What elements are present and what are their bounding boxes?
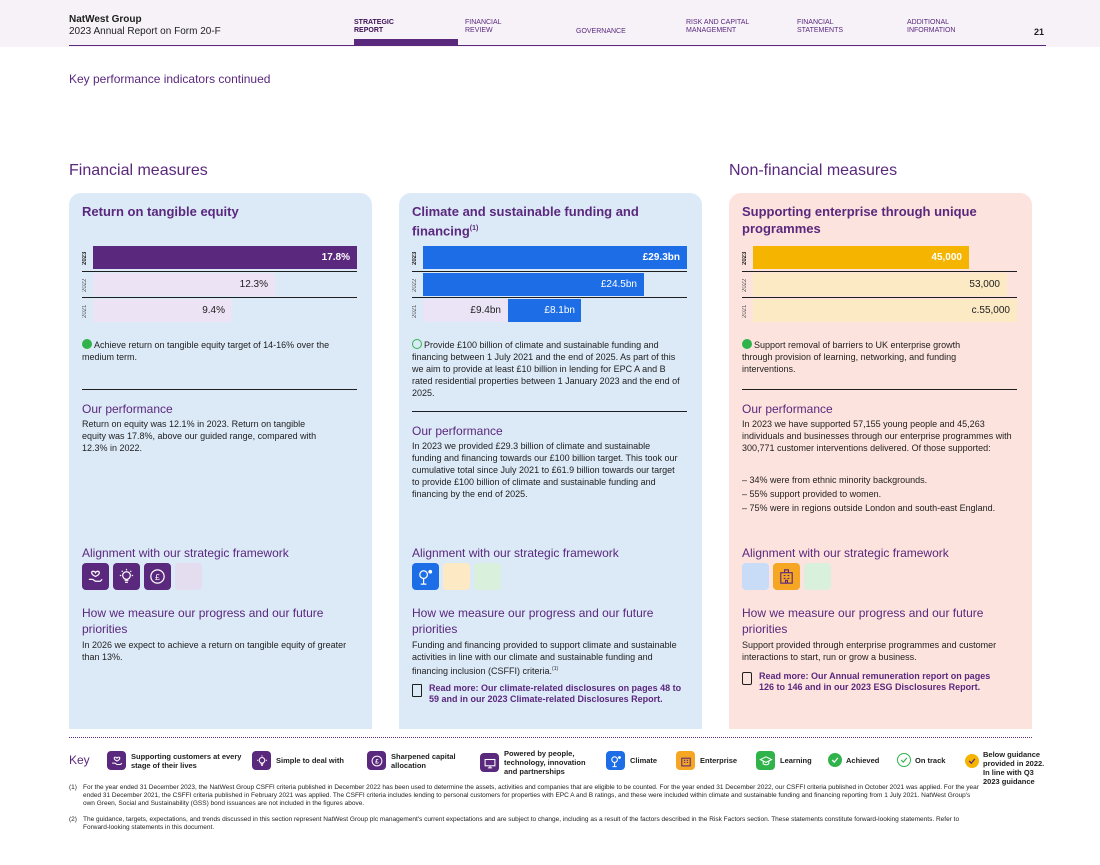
- target-statement: Provide £100 billion of climate and sustainable funding and financing between 1 July 2021 and the end of 2025. As part of this we aim to provide at least £10 billion in lending for EPC A and B rated residential properties between 1 January 2023 and the end of 2025.: [412, 340, 680, 398]
- key-item-learning: Learning: [756, 751, 826, 770]
- year-label: 2021: [82, 304, 88, 318]
- below-guidance-icon: [965, 754, 979, 768]
- list-item: – 34% were from ethnic minority backgrounds.: [742, 473, 1022, 487]
- progress-text: In 2026 we expect to achieve a return on tangible equity of greater than 13%.: [82, 640, 347, 662]
- year-label: 2022: [742, 278, 748, 292]
- document-icon: [412, 684, 422, 697]
- heart-hand-icon: [107, 751, 126, 770]
- divider: [412, 411, 687, 412]
- footnote-2: (2) The guidance, targets, expectations, and trends discussed in this section represent NatWest Group plc management's current expectations and are subject to change, including as a result of the factors described in the Risk Factors section. These statements constitute forward-looking statements. Refer to Forward-looking statements in this document.: [69, 816, 960, 831]
- key-item-people-tech: Powered by people, technology, innovation and partnerships: [480, 749, 600, 776]
- footnote-1: (1) For the year ended 31 December 2023, the NatWest Group CSFFI criteria published in December 2022 has been used to determine the assets, activities and companies that are eligible to be counted. For the year ended 31 December 2022, our CSFFI criteria published in October 2021 was applied. For the year ended 31 December 2021, the CSFFI criteria published in February 2021 was applied. The CSFFI criteria includes lending to personal customers for properties with EPC A and B ratings, and these were included within climate and sustainable funding and financing reporting from 1 July 2021. NatWest Group's own Green, Social and Sustainability (GSS) bond issuances are not included in the figures above.: [69, 784, 979, 807]
- page-header: [0, 0, 1100, 47]
- performance-text: In 2023 we have supported 57,155 young people and 45,263 individuals and businesses through our enterprise programmes with 300,771 customer interventions delivered. Of those supported:: [742, 419, 1012, 453]
- capital-icon: [144, 563, 171, 590]
- bar-2023: £29.3bn: [423, 246, 687, 269]
- report-subtitle: 2023 Annual Report on Form 20-F: [69, 26, 221, 37]
- enterprise-icon: [676, 751, 695, 770]
- alignment-heading: Alignment with our strategic framework: [742, 546, 949, 560]
- year-label: 2021: [742, 304, 748, 318]
- panel-climate-funding: [399, 193, 702, 729]
- year-label: 2023: [82, 251, 88, 265]
- year-label: 2021: [412, 304, 418, 318]
- panel-title: Supporting enterprise through unique programmes: [742, 204, 977, 236]
- brand-block: [69, 14, 221, 38]
- nav-financial-statements[interactable]: FINANCIAL STATEMENTS: [797, 19, 844, 34]
- panel-rote: [69, 193, 372, 729]
- performance-bullets: [742, 473, 1022, 515]
- bar-chart-climate: [412, 245, 687, 323]
- list-item: – 55% support provided to women.: [742, 487, 1022, 501]
- kpi-continued-label: Key performance indicators continued: [69, 72, 271, 86]
- key-item-climate: Climate: [606, 751, 672, 770]
- progress-text: Funding and financing provided to support climate and sustainable activities in line with our climate and sustainable funding and financing inclusion (CSFFI) criteria.$^{(1)}$: [412, 640, 677, 676]
- target-statement: Achieve return on tangible equity target of 14-16% over the medium term.: [82, 340, 330, 362]
- panel-title: Climate and sustainable funding and financing$^{(1)}$: [412, 204, 639, 239]
- progress-heading: How we measure our progress and our future priorities: [742, 606, 984, 636]
- learning-icon: [756, 751, 775, 770]
- nav-financial-review[interactable]: FINANCIAL REVIEW: [465, 19, 502, 34]
- bar-2021: 9.4%: [93, 299, 232, 322]
- bar-2023: 17.8%: [93, 246, 357, 269]
- heart-hand-icon: [82, 563, 109, 590]
- enterprise-icon: [773, 563, 800, 590]
- bar-2021: c.55,000: [753, 299, 1017, 322]
- read-more-link[interactable]: Read more: Our climate-related disclosures on pages 48 to 59 and in our 2023 Climate-related Disclosures Report.: [412, 683, 692, 705]
- progress-heading: How we measure our progress and our future priorities: [82, 606, 324, 636]
- bar-2022: £24.5bn: [423, 273, 644, 296]
- nav-additional-information[interactable]: ADDITIONAL INFORMATION: [907, 19, 956, 34]
- bar-chart-enterprise: [742, 245, 1017, 323]
- alignment-heading: Alignment with our strategic framework: [82, 546, 289, 560]
- performance-text: Return on equity was 12.1% in 2023. Return on tangible equity was 17.8%, above our guided range, compared with 12.3% in 2022.: [82, 419, 317, 453]
- divider: [82, 389, 357, 390]
- divider: [742, 389, 1017, 390]
- nav-risk-capital[interactable]: RISK AND CAPITAL MANAGEMENT: [686, 19, 750, 34]
- climate-icon: [412, 563, 439, 590]
- panel-title: Return on tangible equity: [82, 204, 239, 219]
- performance-heading: Our performance: [82, 402, 173, 416]
- learning-icon-inactive: [804, 563, 831, 590]
- year-label: 2022: [82, 278, 88, 292]
- bar-chart-rote: [82, 245, 357, 323]
- capital-icon: [367, 751, 386, 770]
- alignment-heading: Alignment with our strategic framework: [412, 546, 619, 560]
- bar-2023: 45,000: [753, 246, 969, 269]
- header-divider: [69, 45, 1046, 46]
- year-label: 2023: [412, 251, 418, 265]
- financial-measures-title: Financial measures: [69, 162, 208, 179]
- nav-strategic-report[interactable]: STRATEGIC REPORT: [354, 19, 394, 34]
- on-track-icon: [897, 753, 911, 767]
- performance-heading: Our performance: [412, 424, 503, 438]
- framework-icons: [742, 563, 831, 590]
- key-item-on-track: On track: [897, 753, 963, 767]
- key-item-simple: Simple to deal with: [252, 751, 362, 770]
- achieved-icon: [82, 339, 92, 349]
- year-label: 2022: [412, 278, 418, 292]
- climate-icon-inactive: [742, 563, 769, 590]
- bar-2022: 12.3%: [93, 273, 275, 296]
- performance-heading: Our performance: [742, 402, 833, 416]
- bar-2021: £9.4bn: [423, 299, 508, 322]
- achieved-icon: [828, 753, 842, 767]
- list-item: – 75% were in regions outside London and south-east England.: [742, 501, 1022, 515]
- climate-icon: [606, 751, 625, 770]
- people-tech-icon-inactive: [175, 563, 202, 590]
- learning-icon-inactive: [474, 563, 501, 590]
- svg-text:£: £: [374, 757, 379, 765]
- read-more-link[interactable]: Read more: Our Annual remuneration report on pages 126 to 146 and in our 2023 ESG Disclosures Report.: [742, 671, 1007, 693]
- brand-name: NatWest Group: [69, 14, 142, 25]
- nav-governance[interactable]: GOVERNANCE: [576, 28, 626, 35]
- lightbulb-icon: [252, 751, 271, 770]
- on-track-icon: [412, 339, 422, 349]
- lightbulb-icon: [113, 563, 140, 590]
- bar-2022: 53,000: [753, 273, 1007, 296]
- progress-heading: How we measure our progress and our future priorities: [412, 606, 654, 636]
- key-item-capital: £ Sharpened capital allocation: [367, 751, 477, 770]
- non-financial-measures-title: Non-financial measures: [729, 162, 898, 179]
- key-label: Key: [69, 753, 90, 767]
- key-item-achieved: Achieved: [828, 753, 898, 767]
- performance-text: In 2023 we provided £29.3 billion of climate and sustainable funding and financing towards our £100 billion target. This took our cumulative total since July 2021 to £61.9 billion towards our target to provide £100 billion of climate and sustainable funding and financing by the end of 2025.: [412, 441, 678, 499]
- page-number: 21: [1034, 27, 1045, 37]
- dotted-divider: [69, 737, 1032, 738]
- key-item-enterprise: Enterprise: [676, 751, 754, 770]
- key-item-below-guidance: Below guidance provided in 2022. In line with Q3 2023 guidance: [965, 750, 1047, 786]
- year-label: 2023: [742, 251, 748, 265]
- enterprise-icon-inactive: [443, 563, 470, 590]
- bar-2021-eligible: £8.1bn: [508, 299, 581, 322]
- people-tech-icon: [480, 753, 499, 772]
- key-item-customers: Supporting customers at every stage of their lives: [107, 751, 247, 770]
- framework-icons: [412, 563, 501, 590]
- progress-text: Support provided through enterprise programmes and customer interactions to start, run or grow a business.: [742, 640, 997, 662]
- achieved-icon: [742, 339, 752, 349]
- target-statement: Support removal of barriers to UK enterprise growth through provision of learning, networking, and funding interventions.: [742, 340, 961, 374]
- panel-enterprise: [729, 193, 1032, 729]
- mobile-icon: [742, 672, 752, 685]
- framework-icons: [82, 563, 202, 590]
- svg-text:£: £: [155, 571, 160, 582]
